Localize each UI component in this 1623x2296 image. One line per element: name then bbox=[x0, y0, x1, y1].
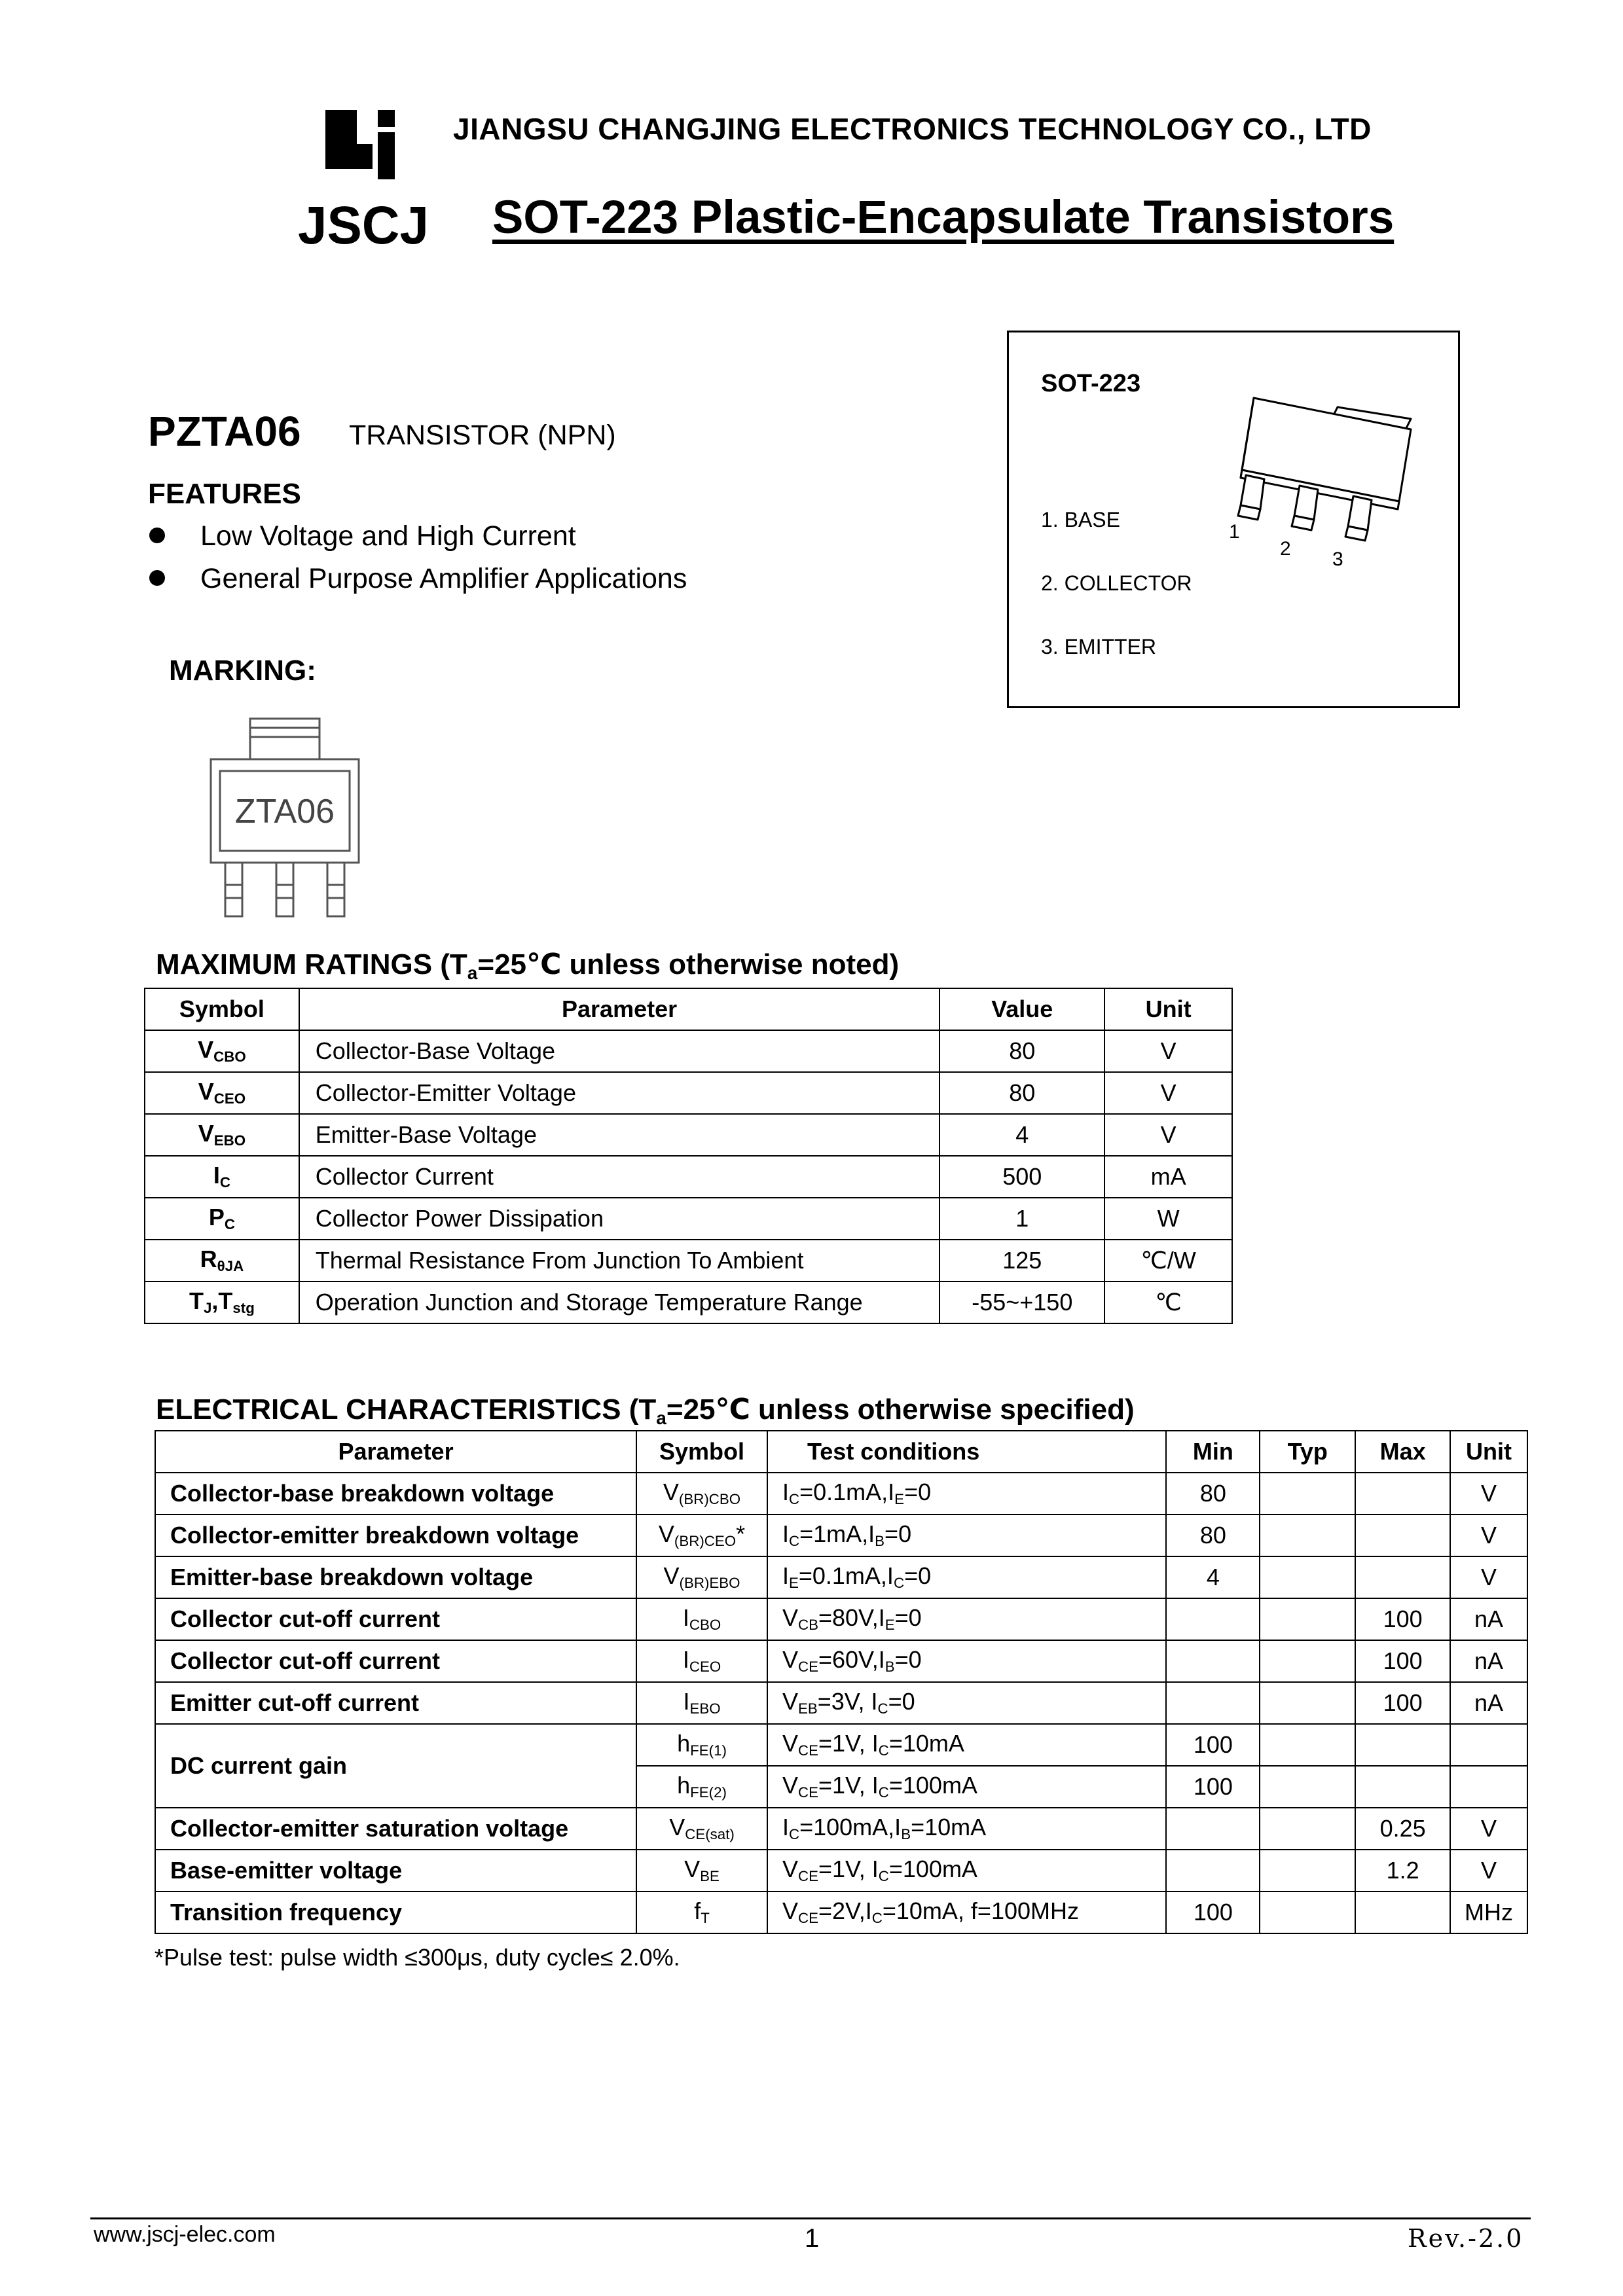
max-cell: 1.2 bbox=[1355, 1850, 1450, 1892]
table-row bbox=[155, 1808, 1527, 1850]
table-row bbox=[155, 1556, 1527, 1598]
unit-cell: V bbox=[1104, 1030, 1232, 1072]
company-logo bbox=[298, 105, 429, 255]
column-header: Value bbox=[939, 988, 1104, 1030]
parameter-cell: Collector-base breakdown voltage bbox=[155, 1473, 636, 1515]
min-cell bbox=[1166, 1850, 1260, 1892]
test-condition-cell: $I_C=0.1mA,I_E=0$ bbox=[767, 1473, 1167, 1515]
test-condition-cell: $I_C=1mA,I_B=0$ bbox=[767, 1515, 1167, 1556]
typ-cell bbox=[1260, 1640, 1355, 1682]
pin-label: 2. COLLECTOR bbox=[1041, 571, 1192, 595]
column-header: Typ bbox=[1260, 1431, 1355, 1473]
max-cell: 100 bbox=[1355, 1640, 1450, 1682]
unit-cell: W bbox=[1104, 1198, 1232, 1240]
parameter-cell: Collector-Base Voltage bbox=[299, 1030, 940, 1072]
unit-cell: V bbox=[1450, 1808, 1527, 1850]
symbol-cell: $V_{CBO}$ bbox=[145, 1030, 299, 1072]
feature-item: Low Voltage and High Current bbox=[149, 520, 576, 552]
unit-cell: V bbox=[1450, 1850, 1527, 1892]
symbol-cell: $I_{EBO}$ bbox=[636, 1682, 767, 1724]
unit-cell: ℃ bbox=[1104, 1282, 1232, 1323]
symbol-cell: $V_{(BR)CBO}$ bbox=[636, 1473, 767, 1515]
unit-cell: MHz bbox=[1450, 1892, 1527, 1933]
parameter-cell: Collector-Emitter Voltage bbox=[299, 1072, 940, 1114]
test-condition-cell: $V_{CE}=60V,I_B=0$ bbox=[767, 1640, 1167, 1682]
table-row bbox=[155, 1515, 1527, 1556]
parameter-cell: Collector-emitter saturation voltage bbox=[155, 1808, 636, 1850]
max-cell bbox=[1355, 1515, 1450, 1556]
table-row bbox=[155, 1724, 1527, 1766]
value-cell: 1 bbox=[939, 1198, 1104, 1240]
parameter-cell: Collector-emitter breakdown voltage bbox=[155, 1515, 636, 1556]
parameter-cell: Transition frequency bbox=[155, 1892, 636, 1933]
parameter-cell: Collector Power Dissipation bbox=[299, 1198, 940, 1240]
unit-cell: V bbox=[1104, 1072, 1232, 1114]
parameter-cell: Thermal Resistance From Junction To Ambient bbox=[299, 1240, 940, 1282]
min-cell bbox=[1166, 1682, 1260, 1724]
table-header-row bbox=[145, 988, 1232, 1030]
test-condition-cell: $V_{EB}=3V$, $I_C=0$ bbox=[767, 1682, 1167, 1724]
parameter-cell: Collector cut-off current bbox=[155, 1640, 636, 1682]
table-row bbox=[145, 1030, 1232, 1072]
typ-cell bbox=[1260, 1515, 1355, 1556]
part-type: TRANSISTOR (NPN) bbox=[349, 420, 616, 451]
parameter-cell: Collector Current bbox=[299, 1156, 940, 1198]
typ-cell bbox=[1260, 1850, 1355, 1892]
symbol-cell: $V_{(BR)CEO}*$ bbox=[636, 1515, 767, 1556]
test-condition-cell: $V_{CE}=1V$, $I_C=10mA$ bbox=[767, 1724, 1167, 1766]
symbol-cell: $V_{EBO}$ bbox=[145, 1114, 299, 1156]
value-cell: 4 bbox=[939, 1114, 1104, 1156]
value-cell: 80 bbox=[939, 1030, 1104, 1072]
column-header: Unit bbox=[1104, 988, 1232, 1030]
symbol-cell: $T_J,T_{stg}$ bbox=[145, 1282, 299, 1323]
table-row bbox=[145, 1198, 1232, 1240]
table-row bbox=[145, 1240, 1232, 1282]
pin-label: 3. EMITTER bbox=[1041, 635, 1157, 658]
min-cell: 100 bbox=[1166, 1766, 1260, 1808]
parameter-cell: Base-emitter voltage bbox=[155, 1850, 636, 1892]
table-row bbox=[155, 1682, 1527, 1724]
value-cell: 500 bbox=[939, 1156, 1104, 1198]
pin-number: 3 bbox=[1332, 548, 1343, 570]
logo-wordmark: JSCJ bbox=[298, 196, 429, 255]
bullet-icon bbox=[149, 528, 165, 543]
table-row bbox=[155, 1850, 1527, 1892]
unit-cell: V bbox=[1450, 1556, 1527, 1598]
value-cell: 125 bbox=[939, 1240, 1104, 1282]
typ-cell bbox=[1260, 1473, 1355, 1515]
unit-cell: V bbox=[1450, 1473, 1527, 1515]
max-cell: 100 bbox=[1355, 1598, 1450, 1640]
table-row bbox=[155, 1598, 1527, 1640]
unit-cell: nA bbox=[1450, 1682, 1527, 1724]
min-cell: 80 bbox=[1166, 1515, 1260, 1556]
test-condition-cell: $V_{CB}=80V,I_E=0$ bbox=[767, 1598, 1167, 1640]
table-row bbox=[155, 1640, 1527, 1682]
footer-divider bbox=[90, 2217, 1531, 2219]
max-ratings-heading: MAXIMUM RATINGS ($T_a=25℃$ unless otherwise noted) bbox=[156, 948, 900, 983]
table-row bbox=[155, 1473, 1527, 1515]
symbol-cell: $V_{BE}$ bbox=[636, 1850, 767, 1892]
min-cell: 100 bbox=[1166, 1892, 1260, 1933]
pin-number: 2 bbox=[1280, 538, 1291, 560]
revision-label: Rev.-2.0 bbox=[1408, 2224, 1524, 2253]
column-header: Test conditions bbox=[767, 1431, 1167, 1473]
min-cell bbox=[1166, 1640, 1260, 1682]
column-header: Parameter bbox=[299, 988, 940, 1030]
parameter-cell: Operation Junction and Storage Temperature Range bbox=[299, 1282, 940, 1323]
part-number: PZTA06 bbox=[148, 408, 301, 455]
package-name: SOT-223 bbox=[1041, 370, 1141, 397]
marking-diagram bbox=[196, 713, 373, 923]
max-cell bbox=[1355, 1766, 1450, 1808]
unit-cell: nA bbox=[1450, 1640, 1527, 1682]
test-condition-cell: $I_E=0.1mA,I_C=0$ bbox=[767, 1556, 1167, 1598]
company-name: JIANGSU CHANGJING ELECTRONICS TECHNOLOGY CO., LTD bbox=[453, 112, 1372, 146]
symbol-cell: $h_{FE(1)}$ bbox=[636, 1724, 767, 1766]
value-cell: 80 bbox=[939, 1072, 1104, 1114]
unit-cell: mA bbox=[1104, 1156, 1232, 1198]
max-cell bbox=[1355, 1556, 1450, 1598]
column-header: Unit bbox=[1450, 1431, 1527, 1473]
symbol-cell: $V_{(BR)EBO}$ bbox=[636, 1556, 767, 1598]
table-row bbox=[155, 1892, 1527, 1933]
pin-number: 1 bbox=[1229, 521, 1240, 543]
bullet-icon bbox=[149, 570, 165, 586]
test-condition-cell: $V_{CE}=2V,I_C=10mA$, f=100MHz bbox=[767, 1892, 1167, 1933]
typ-cell bbox=[1260, 1724, 1355, 1766]
symbol-cell: $R_{\theta JA}$ bbox=[145, 1240, 299, 1282]
max-cell bbox=[1355, 1724, 1450, 1766]
table-row bbox=[145, 1114, 1232, 1156]
electrical-characteristics-table bbox=[155, 1430, 1528, 1934]
max-ratings-table bbox=[144, 988, 1233, 1324]
parameter-cell: Emitter-Base Voltage bbox=[299, 1114, 940, 1156]
max-cell: 100 bbox=[1355, 1682, 1450, 1724]
table-header-row bbox=[155, 1431, 1527, 1473]
test-condition-cell: $I_C=100mA,I_B=10mA$ bbox=[767, 1808, 1167, 1850]
table-row bbox=[145, 1156, 1232, 1198]
min-cell bbox=[1166, 1598, 1260, 1640]
typ-cell bbox=[1260, 1892, 1355, 1933]
column-header: Parameter bbox=[155, 1431, 636, 1473]
parameter-cell: Emitter cut-off current bbox=[155, 1682, 636, 1724]
unit-cell: V bbox=[1450, 1515, 1527, 1556]
min-cell: 4 bbox=[1166, 1556, 1260, 1598]
symbol-cell: $P_C$ bbox=[145, 1198, 299, 1240]
symbol-cell: $h_{FE(2)}$ bbox=[636, 1766, 767, 1808]
max-cell: 0.25 bbox=[1355, 1808, 1450, 1850]
unit-cell: V bbox=[1104, 1114, 1232, 1156]
test-condition-cell: $V_{CE}=1V$, $I_C=100mA$ bbox=[767, 1766, 1167, 1808]
feature-item: General Purpose Amplifier Applications bbox=[149, 563, 687, 595]
parameter-cell: Emitter-base breakdown voltage bbox=[155, 1556, 636, 1598]
min-cell: 100 bbox=[1166, 1724, 1260, 1766]
marking-heading: MARKING: bbox=[169, 655, 316, 687]
unit-cell bbox=[1450, 1766, 1527, 1808]
table-row bbox=[145, 1072, 1232, 1114]
test-condition-cell: $V_{CE}=1V$, $I_C=100mA$ bbox=[767, 1850, 1167, 1892]
website-link[interactable]: www.jscj-elec.com bbox=[94, 2222, 276, 2247]
typ-cell bbox=[1260, 1808, 1355, 1850]
max-cell bbox=[1355, 1892, 1450, 1933]
typ-cell bbox=[1260, 1682, 1355, 1724]
value-cell: -55~+150 bbox=[939, 1282, 1104, 1323]
unit-cell: nA bbox=[1450, 1598, 1527, 1640]
page-number: 1 bbox=[805, 2224, 820, 2253]
symbol-cell: $V_{CE(sat)}$ bbox=[636, 1808, 767, 1850]
symbol-cell: $I_{CBO}$ bbox=[636, 1598, 767, 1640]
unit-cell bbox=[1450, 1724, 1527, 1766]
column-header: Min bbox=[1166, 1431, 1260, 1473]
pin-label: 1. BASE bbox=[1041, 508, 1120, 531]
package-outline-diagram bbox=[1214, 393, 1437, 576]
symbol-cell: $V_{CEO}$ bbox=[145, 1072, 299, 1114]
marking-code: ZTA06 bbox=[234, 793, 335, 831]
symbol-cell: $I_{CEO}$ bbox=[636, 1640, 767, 1682]
column-header: Symbol bbox=[636, 1431, 767, 1473]
electrical-characteristics-heading: ELECTRICAL CHARACTERISTICS ($T_a=25℃$ unless otherwise specified) bbox=[156, 1393, 1135, 1428]
parameter-cell: Collector cut-off current bbox=[155, 1598, 636, 1640]
column-header: Max bbox=[1355, 1431, 1450, 1473]
column-header: Symbol bbox=[145, 988, 299, 1030]
max-cell bbox=[1355, 1473, 1450, 1515]
typ-cell bbox=[1260, 1556, 1355, 1598]
min-cell bbox=[1166, 1808, 1260, 1850]
document-title: SOT-223 Plastic-Encapsulate Transistors bbox=[492, 192, 1395, 243]
symbol-cell: $f_T$ bbox=[636, 1892, 767, 1933]
pulse-test-note: *Pulse test: pulse width ≤300μs, duty cycle≤ 2.0%. bbox=[155, 1944, 680, 1971]
symbol-cell: $I_C$ bbox=[145, 1156, 299, 1198]
typ-cell bbox=[1260, 1598, 1355, 1640]
features-heading: FEATURES bbox=[148, 478, 301, 510]
table-row bbox=[145, 1282, 1232, 1323]
parameter-cell: DC current gain bbox=[155, 1724, 636, 1808]
unit-cell: ℃/W bbox=[1104, 1240, 1232, 1282]
typ-cell bbox=[1260, 1766, 1355, 1808]
min-cell: 80 bbox=[1166, 1473, 1260, 1515]
